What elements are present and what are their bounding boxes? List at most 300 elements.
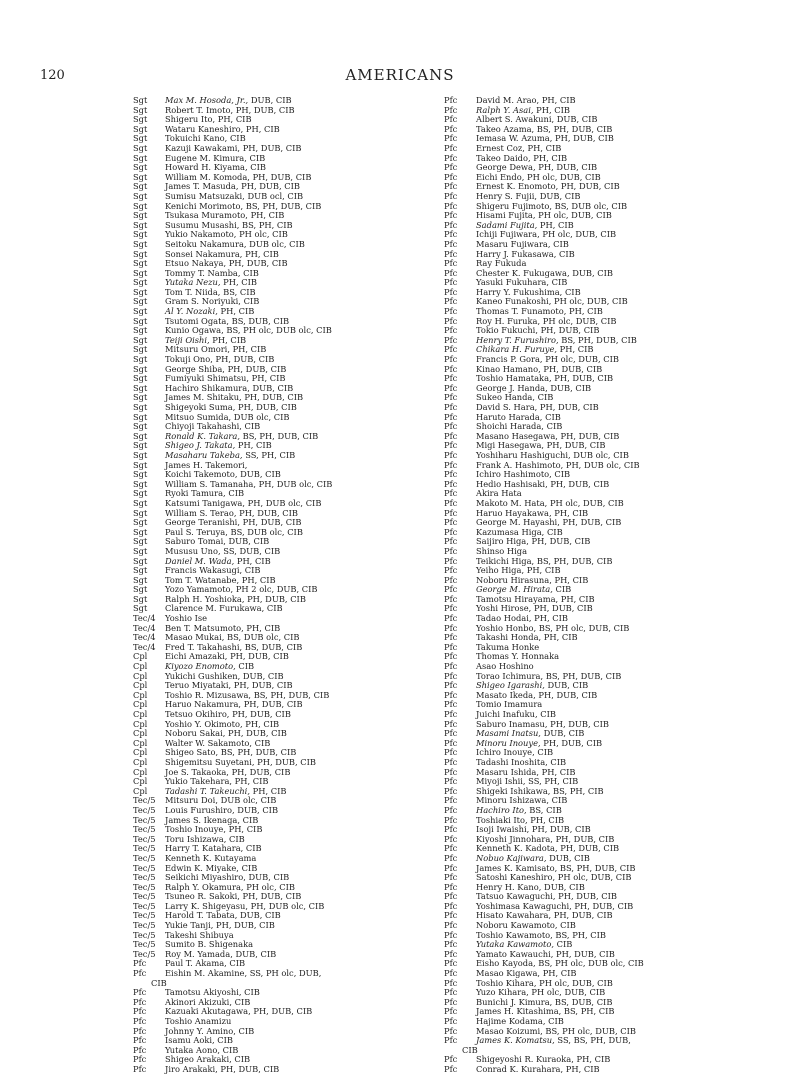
decorations: PH, DUB, CIB	[225, 729, 287, 739]
soldier-name: Satoshi Kaneshiro,	[476, 873, 556, 883]
soldier-name: Yoshimasa Kawaguchi,	[476, 901, 572, 911]
rank: Tec/5	[133, 921, 156, 931]
roster-entry	[444, 470, 774, 480]
roster-entry	[444, 557, 774, 567]
soldier-name: Roy H. Furuka,	[476, 316, 541, 326]
decorations: CIB	[247, 163, 267, 173]
rank: Sgt	[133, 470, 148, 480]
rank: Pfc	[444, 642, 458, 652]
decorations: PH, DUB, CIB	[240, 143, 302, 153]
roster-entry	[444, 1065, 774, 1075]
roster-entry	[444, 192, 774, 202]
decorations: BS, DUB olc, CIB	[552, 201, 628, 211]
roster-entry	[444, 1055, 774, 1065]
decorations: PH, DUB, CIB	[557, 431, 620, 441]
rank: Pfc	[444, 355, 458, 365]
rank: Pfc	[444, 489, 458, 499]
roster-entry	[444, 931, 774, 941]
rank: Tec/5	[133, 825, 156, 835]
rank: Pfc	[444, 921, 458, 931]
decorations: PH, DUB, CIB	[535, 163, 598, 173]
soldier-name: Sumito B. Shigenaka	[165, 940, 254, 950]
rank: Tec/5	[133, 892, 156, 902]
rank: Pfc	[444, 815, 458, 825]
soldier-name: Albert S. Awakuni,	[476, 115, 555, 125]
roster-entry	[133, 691, 463, 701]
soldier-name: Teruo Miyataki,	[165, 681, 232, 691]
roster-entry	[444, 230, 774, 240]
decorations: PH, CIB	[527, 815, 565, 825]
roster-entry	[133, 557, 463, 567]
soldier-name: Yukie Tanji,	[165, 921, 214, 931]
roster-entry	[444, 413, 774, 423]
decorations: PH, DUB, CIB	[547, 719, 609, 729]
decorations: DUB, CIB	[237, 911, 281, 921]
rank: Pfc	[444, 479, 458, 489]
decorations: PH, DUB, CIB	[551, 911, 613, 921]
soldier-name: Toshio Anamizu	[165, 1017, 232, 1026]
decorations: PH, CIB	[225, 825, 263, 835]
soldier-name: Haruto Harada,	[476, 412, 543, 422]
rank: Sgt	[133, 172, 148, 182]
rank: Pfc	[444, 662, 458, 672]
roster-entry	[444, 115, 774, 125]
decorations: PH, CIB	[551, 575, 589, 585]
roster-entry	[444, 307, 774, 317]
rank: Sgt	[133, 201, 148, 211]
rank: Cpl	[133, 700, 148, 710]
rank: Pfc	[444, 604, 458, 614]
roster-entry	[133, 509, 463, 519]
rank: Cpl	[133, 757, 148, 767]
soldier-name: Yutaka Aono,	[165, 1045, 220, 1055]
roster-entry	[444, 576, 774, 586]
rank: Tec/4	[133, 642, 156, 652]
decorations: PH, DUB, CIB	[552, 834, 615, 844]
decorations: PH olc, CIB	[243, 882, 295, 892]
soldier-name: Shigeo Arakaki,	[165, 1055, 232, 1065]
soldier-name: George Teranishi,	[165, 518, 240, 528]
roster-entry	[133, 336, 463, 346]
decorations: PH, DUB, CIB	[547, 479, 610, 489]
rank: Tec/5	[133, 863, 156, 873]
roster-entry	[133, 288, 463, 298]
roster-entry	[133, 720, 463, 730]
rank: Pfc	[444, 268, 458, 278]
decorations: PH, DUB, CIB	[228, 767, 291, 777]
rank: Tec/5	[133, 882, 156, 892]
roster-entry	[444, 336, 774, 346]
soldier-name: Chikara H. Furuye,	[476, 345, 558, 355]
soldier-name: Masao Mukai,	[165, 633, 225, 643]
decorations: PH, CIB	[530, 153, 568, 163]
rank: Pfc	[444, 335, 458, 345]
rank: Cpl	[133, 652, 148, 662]
rank: Cpl	[133, 767, 148, 777]
roster-entry	[133, 489, 463, 499]
roster-entry	[444, 278, 774, 288]
decorations: DUB, CIB	[540, 729, 585, 739]
decorations: BS, PH, DUB, CIB	[239, 431, 319, 441]
decorations: CIB	[551, 470, 571, 480]
roster-entry	[444, 518, 774, 528]
roster-entry	[444, 432, 774, 442]
decorations: CIB	[240, 297, 260, 307]
roster-entry	[133, 1027, 463, 1037]
decorations: SS, PH, CIB	[242, 450, 296, 460]
soldier-name: Seitoku Nakamura,	[165, 239, 247, 249]
decorations: CIB	[240, 268, 259, 278]
rank: Pfc	[444, 239, 458, 249]
rank: Pfc	[444, 383, 458, 393]
rank: Pfc	[444, 508, 458, 518]
roster-entry	[444, 672, 774, 682]
decorations: PH, DUB olc, CIB	[247, 901, 325, 911]
decorations: CIB	[550, 239, 569, 249]
roster-entry	[133, 595, 463, 605]
soldier-name: Toshio Hamataka,	[476, 374, 552, 384]
roster-entry	[133, 154, 463, 164]
rank: Pfc	[444, 652, 458, 662]
decorations: PH, DUB, CIB	[244, 594, 306, 604]
roster-entry	[133, 748, 463, 758]
decorations: PH, DUB, CIB	[239, 892, 302, 902]
roster-entry	[133, 816, 463, 826]
soldier-name: Miyoji Ishii,	[476, 777, 526, 787]
rank: Sgt	[133, 345, 148, 355]
roster-entry	[444, 940, 774, 950]
decorations: BS, PH, DUB, CIB	[543, 671, 622, 681]
rank: Pfc	[444, 738, 458, 748]
rank: Pfc	[444, 863, 458, 873]
rank: Sgt	[133, 355, 148, 365]
roster-entry	[133, 355, 463, 365]
decorations: PH, DUB, CIB	[540, 364, 603, 374]
roster-entry	[133, 729, 463, 739]
soldier-name: Wataru Kaneshiro,	[165, 124, 244, 134]
decorations: PH, DUB, CIB	[226, 259, 288, 269]
soldier-name: Masao Kigawa,	[476, 969, 541, 979]
roster-entry	[133, 278, 463, 288]
roster-entry	[133, 739, 463, 749]
soldier-name: Shigeru Fujimoto,	[476, 201, 553, 211]
soldier-name: Shigeru Ito,	[165, 115, 216, 125]
roster-entry	[133, 1046, 463, 1056]
rank: Pfc	[444, 182, 458, 192]
rank: Pfc	[444, 882, 458, 892]
decorations: DUB, CIB	[234, 805, 279, 815]
decorations: PH, DUB olc, CIB	[245, 498, 322, 508]
page-number: 120	[40, 68, 65, 83]
decorations: SS, PH olc, DUB,	[247, 969, 322, 979]
roster-entry	[133, 326, 463, 336]
decorations: PH, CIB	[557, 345, 594, 355]
roster-entry	[133, 106, 463, 116]
soldier-name: Francis P. Gora,	[476, 355, 543, 365]
soldier-name: Akira Hata	[476, 489, 522, 499]
rank: Tec/5	[133, 930, 156, 940]
rank: Pfc	[444, 537, 458, 547]
soldier-name: Chiyoji Takahashi,	[165, 422, 242, 432]
roster-entry	[444, 393, 774, 403]
soldier-name: Robert T. Imoto,	[165, 105, 234, 115]
rank: Pfc	[444, 307, 458, 317]
rank: Pfc	[444, 143, 458, 153]
soldier-name: Teikichi Higa,	[476, 556, 535, 566]
soldier-name: Eisho Kayoda,	[476, 959, 536, 969]
soldier-name: Masami Inatsu,	[476, 729, 541, 739]
soldier-name: Haruo Hayakawa,	[476, 508, 552, 518]
soldier-name: Kinao Hamano,	[476, 364, 541, 374]
roster-entry	[444, 1036, 774, 1055]
decorations: DUB olc, CIB	[246, 239, 305, 249]
rank: Pfc	[133, 1017, 147, 1026]
decorations: CIB	[231, 997, 251, 1007]
roster-entry	[444, 854, 774, 864]
rank: Pfc	[444, 220, 458, 230]
decorations: BS, PH, DUB, CIB	[251, 690, 330, 700]
roster-entry	[133, 230, 463, 240]
roster-entry	[133, 96, 463, 106]
roster-entry	[133, 374, 463, 384]
roster-entry	[444, 441, 774, 451]
rank: Pfc	[444, 364, 458, 374]
decorations: PH, CIB	[243, 623, 281, 633]
soldier-name: Susumu Musashi,	[165, 220, 240, 230]
roster-entry	[133, 902, 463, 912]
soldier-name: Tadao Hodai,	[476, 614, 532, 624]
soldier-name: Bunichi J. Kimura,	[476, 997, 553, 1007]
soldier-name: Chester K. Fukugawa,	[476, 268, 570, 278]
roster-entry	[444, 614, 774, 624]
decorations: BS, PH, CIB	[550, 786, 604, 796]
rank: Pfc	[444, 767, 458, 777]
rank: Pfc	[444, 834, 458, 844]
rank: Tec/5	[133, 853, 156, 863]
soldier-name: Takeo Azama,	[476, 124, 535, 134]
rank: Pfc	[444, 546, 458, 556]
decorations: PH, CIB	[247, 211, 285, 221]
rank: Pfc	[444, 403, 458, 412]
roster-entry	[444, 787, 774, 797]
rank: Sgt	[133, 546, 148, 556]
soldier-name: Ben T. Matsumoto,	[165, 623, 244, 633]
decorations: BS, PH olc, DUB, CIB	[536, 623, 630, 633]
rank: Pfc	[444, 1036, 458, 1046]
roster-entry	[444, 902, 774, 912]
roster-entry	[133, 403, 463, 413]
roster-entry	[133, 864, 463, 874]
soldier-name: Yutaka Kawamoto,	[476, 940, 555, 950]
rank: Sgt	[133, 259, 148, 269]
soldier-name: Eishin M. Akamine,	[165, 969, 248, 979]
soldier-name: Nobuo Kajiwara,	[476, 853, 547, 863]
rank: Pfc	[444, 959, 458, 969]
roster-entry	[133, 931, 463, 941]
rank: Pfc	[444, 556, 458, 566]
rank: Pfc	[444, 623, 458, 633]
soldier-name: Ernest K. Enomoto,	[476, 182, 559, 192]
decorations: PH, DUB, CIB	[528, 537, 591, 547]
roster-entry	[133, 768, 463, 778]
rank: Pfc	[444, 892, 458, 902]
soldier-name: Teiji Oishi,	[165, 335, 210, 345]
rank: Pfc	[444, 748, 458, 758]
decorations: CIB	[552, 585, 572, 595]
decorations: PH, CIB	[242, 719, 280, 729]
roster-entry	[133, 892, 463, 902]
rank: Pfc	[133, 1007, 147, 1017]
decorations: PH, DUB, CIB	[535, 690, 598, 700]
soldier-name: Yoshiharu Hashiguchi,	[476, 450, 571, 460]
roster-entry	[444, 768, 774, 778]
rank: Pfc	[444, 825, 458, 835]
roster-entry	[444, 988, 774, 998]
rank: Pfc	[444, 1055, 458, 1065]
soldier-name: Paul T. Akama,	[165, 959, 227, 969]
rank: Pfc	[444, 690, 458, 700]
decorations: DUB, CIB	[240, 671, 284, 681]
decorations: DUB olc, CIB	[231, 412, 290, 422]
roster-entry	[444, 643, 774, 653]
decorations: DUB, CIB	[232, 949, 277, 959]
decorations: PH olc, DUB, CIB	[555, 873, 632, 883]
rank: Pfc	[444, 1064, 458, 1074]
roster-entry	[444, 144, 774, 154]
roster-entry	[444, 835, 774, 845]
rank: Pfc	[444, 969, 458, 979]
rank: Sgt	[133, 556, 148, 566]
roster-entry	[133, 1007, 463, 1017]
decorations: CIB	[264, 604, 283, 614]
rank: Cpl	[133, 681, 148, 691]
decorations: PH, CIB	[220, 278, 257, 288]
decorations: PH, DUB, CIB	[555, 892, 618, 902]
rank: Pfc	[133, 1064, 147, 1074]
soldier-name: Tadashi T. Takeuchi,	[165, 786, 250, 796]
soldier-name: Ichiro Inouye,	[476, 748, 535, 758]
roster-entry	[133, 547, 463, 557]
roster-entry	[444, 355, 774, 365]
decorations: SS, BS, PH, DUB,	[554, 1036, 631, 1046]
soldier-name: Hachiro Ito,	[476, 805, 527, 815]
roster-entry	[133, 969, 463, 988]
roster-entry	[444, 461, 774, 471]
rank: Sgt	[133, 268, 148, 278]
roster-entry	[444, 585, 774, 595]
decorations: BS, PH, DUB, CIB	[534, 124, 613, 134]
roster-entry	[133, 777, 463, 787]
soldier-name: George M. Hirata,	[476, 585, 553, 595]
soldier-name: Asao Hoshino	[476, 662, 534, 672]
roster-entry	[133, 240, 463, 250]
soldier-name: Kiyoshi Jinnohara,	[476, 834, 553, 844]
decorations: CIB	[238, 863, 258, 873]
roster-entry	[444, 1027, 774, 1037]
rank: Pfc	[133, 1026, 147, 1036]
roster-entry	[133, 950, 463, 960]
rank: Pfc	[444, 757, 458, 767]
roster-entry	[444, 633, 774, 643]
soldier-name: Hisato Kawahara,	[476, 911, 552, 921]
rank: Tec/5	[133, 911, 156, 921]
decorations: PH, DUB, CIB	[544, 441, 606, 451]
decorations: CIB	[246, 153, 266, 163]
decorations: DUB, CIB	[541, 882, 585, 892]
rank: Pfc	[444, 681, 458, 691]
rank: Pfc	[444, 710, 458, 719]
soldier-name: Ichiji Fujiwara,	[476, 230, 540, 240]
roster-entry	[133, 633, 463, 643]
rank: Pfc	[133, 1045, 147, 1055]
decorations: PH, DUB, CIB	[224, 364, 287, 374]
roster-entry	[133, 576, 463, 586]
decorations: CIB	[537, 710, 556, 719]
decorations: PH, CIB	[249, 374, 286, 384]
roster-entry	[444, 681, 774, 691]
soldier-name: James M. Shitaku,	[165, 393, 242, 403]
decorations: BS, PH, DUB, CIB	[557, 863, 636, 873]
decorations: PH, DUB, CIB	[239, 518, 302, 528]
roster-entry	[133, 652, 463, 662]
rank: Tec/5	[133, 834, 156, 844]
soldier-name: Hisami Fujita,	[476, 211, 536, 221]
soldier-name: Henry H. Kano,	[476, 882, 542, 892]
decorations: PH, DUB, CIB	[249, 172, 312, 182]
soldier-name: Ray Fukuda	[476, 259, 527, 269]
soldier-name: Masato Ikeda,	[476, 690, 536, 700]
rank: Sgt	[133, 124, 148, 134]
decorations: PH, CIB	[209, 335, 247, 345]
decorations: PH, CIB	[234, 556, 271, 566]
soldier-name: Toru Ishizawa,	[165, 834, 227, 844]
roster-entry	[444, 710, 774, 720]
roster-entry	[444, 202, 774, 212]
rank: Pfc	[444, 1026, 458, 1036]
decorations: BS, DUB, CIB	[242, 642, 303, 652]
decorations: CIB	[544, 527, 563, 537]
decorations: DUB, CIB	[554, 115, 598, 125]
rank: Pfc	[444, 441, 458, 451]
roster-entry	[444, 604, 774, 614]
running-head: AMERICANS	[345, 66, 455, 84]
decorations: PH 2 olc, DUB, CIB	[233, 585, 318, 595]
soldier-name: Haruo Nakamura,	[165, 700, 242, 710]
roster-entry	[444, 326, 774, 336]
soldier-name: Iemasa W. Azuma,	[476, 134, 553, 144]
roster-entry	[133, 144, 463, 154]
soldier-name: Yoshio Y. Okimoto,	[165, 719, 243, 729]
rank: Sgt	[133, 498, 148, 508]
roster-entry	[133, 758, 463, 768]
decorations: PH, DUB, CIB	[254, 757, 317, 767]
decorations: BS, PH, DUB, CIB	[534, 556, 613, 566]
soldier-name: Ryoki Tamura,	[165, 489, 226, 499]
soldier-name: Toshiaki Ito,	[476, 815, 528, 825]
rank: Cpl	[133, 690, 148, 700]
decorations: PH, DUB, CIB	[571, 901, 634, 911]
decorations: PH, CIB	[537, 220, 574, 230]
soldier-name: Frank A. Hashimoto,	[476, 460, 564, 470]
decorations: PH, CIB	[533, 105, 570, 115]
rank: Pfc	[444, 278, 458, 288]
decorations: PH, DUB, CIB	[537, 403, 599, 412]
soldier-name: Kazuji Kawakami,	[165, 143, 241, 153]
roster-entry	[444, 528, 774, 538]
rank: Pfc	[444, 163, 458, 173]
rank: Pfc	[444, 422, 458, 432]
rank: Sgt	[133, 335, 148, 345]
